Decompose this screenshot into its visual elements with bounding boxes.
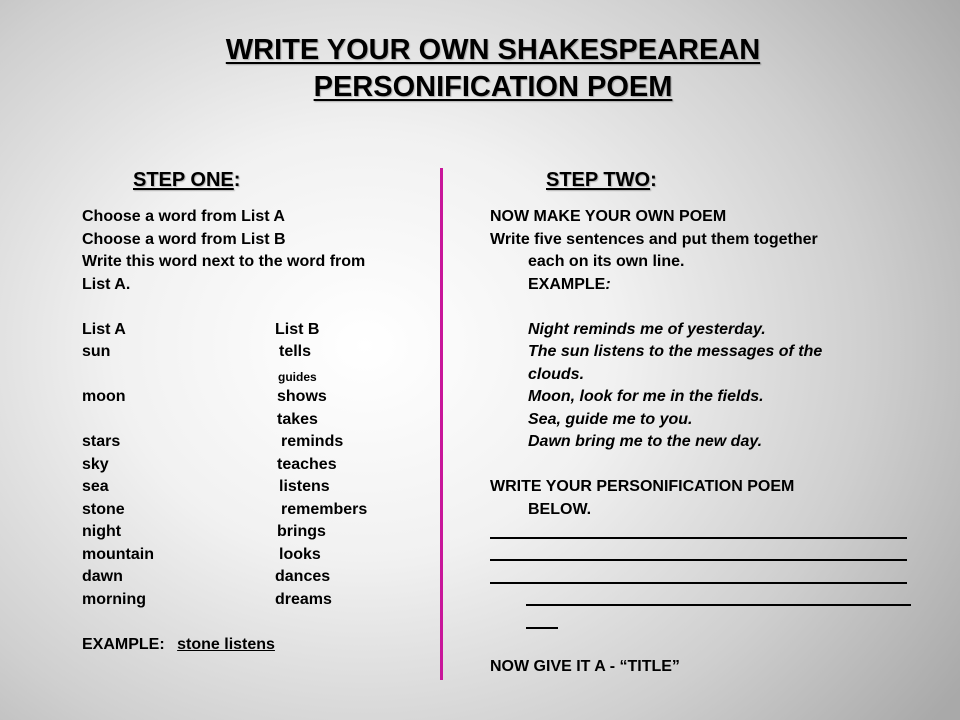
step-two-line: NOW MAKE YOUR OWN POEM [490,208,727,225]
word-row [82,386,422,409]
word-row [82,499,422,522]
word-row [82,341,422,364]
word-row [82,409,422,432]
title-instruction: NOW GIVE IT A - “TITLE” [490,658,680,675]
step-one-heading [133,168,240,192]
list-b-word: dances [275,568,331,585]
title-line-1: WRITE YOUR OWN SHAKESPEAREAN [225,34,761,66]
poem-line: Moon, look for me in the fields. [528,388,764,405]
word-row [82,521,422,544]
list-a-word: morning [82,590,146,608]
step-one-content [82,206,422,656]
list-b-word: takes [277,410,318,428]
list-b-word: remembers [281,500,368,518]
step-two-line: Write five sentences and put them together [490,230,818,248]
poem-line: Dawn bring me to the new day. [528,433,763,450]
step-one-colon: : [233,169,241,191]
list-a-word: sea [82,478,109,495]
step-two-content [490,206,930,679]
list-b-word: listens [279,478,330,495]
step-one-label: STEP ONE [133,169,234,191]
list-a-word: stone [82,500,125,518]
list-a-header: List A [82,320,126,338]
step-two-label: STEP TWO [546,169,651,191]
instruction-line: List A. [82,275,131,293]
step-two-heading [546,168,657,192]
step-two-line: each on its own line. [528,253,685,270]
word-row [82,454,422,477]
instruction-line: Write this word next to the word from [82,253,366,270]
list-b-word: reminds [281,433,344,450]
example-colon: : [605,275,611,293]
column-divider [440,168,443,680]
word-row [82,544,422,567]
list-b-word: looks [279,545,321,563]
word-row [82,364,422,387]
write-instruction: WRITE YOUR PERSONIFICATION POEM [490,478,795,495]
word-row [82,431,422,454]
page-title [0,32,960,106]
list-a-word: sun [82,343,111,360]
answer-line[interactable] [490,544,930,567]
list-a-word: mountain [82,545,154,563]
word-row [82,566,422,589]
list-b-header: List B [275,320,320,338]
poem-line: clouds. [528,365,585,383]
list-b-word: tells [279,343,312,360]
list-a-word: dawn [82,568,123,585]
title-line-2: PERSONIFICATION POEM [313,71,673,103]
answer-line[interactable] [490,611,930,634]
list-b-word: dreams [275,590,332,608]
poem-example-label [490,274,930,297]
list-b-word: brings [277,523,326,540]
list-header-row [82,319,422,342]
example-value: stone listens [177,635,275,653]
list-b-word: shows [277,388,327,405]
list-a-word: stars [82,433,121,450]
example-label: EXAMPLE [528,275,606,293]
poem-line: Sea, guide me to you. [528,410,693,428]
list-b-word: teaches [277,455,337,473]
list-b-word: guides [278,369,317,384]
answer-line[interactable] [490,566,930,589]
word-row [82,589,422,612]
word-row [82,476,422,499]
instruction-line: Choose a word from List B [82,230,286,248]
list-a-word: sky [82,455,109,473]
answer-line[interactable] [490,589,930,612]
list-a-word: night [82,523,122,540]
poem-line: Night reminds me of yesterday. [528,320,766,338]
step-two-colon: : [650,169,657,191]
list-a-word: moon [82,388,126,405]
write-instruction: BELOW. [528,500,592,518]
instruction-line: Choose a word from List A [82,208,285,225]
example-row [82,634,422,657]
poem-line: The sun listens to the messages of the [528,343,823,360]
example-label: EXAMPLE: [82,635,165,653]
answer-line[interactable] [490,521,930,544]
